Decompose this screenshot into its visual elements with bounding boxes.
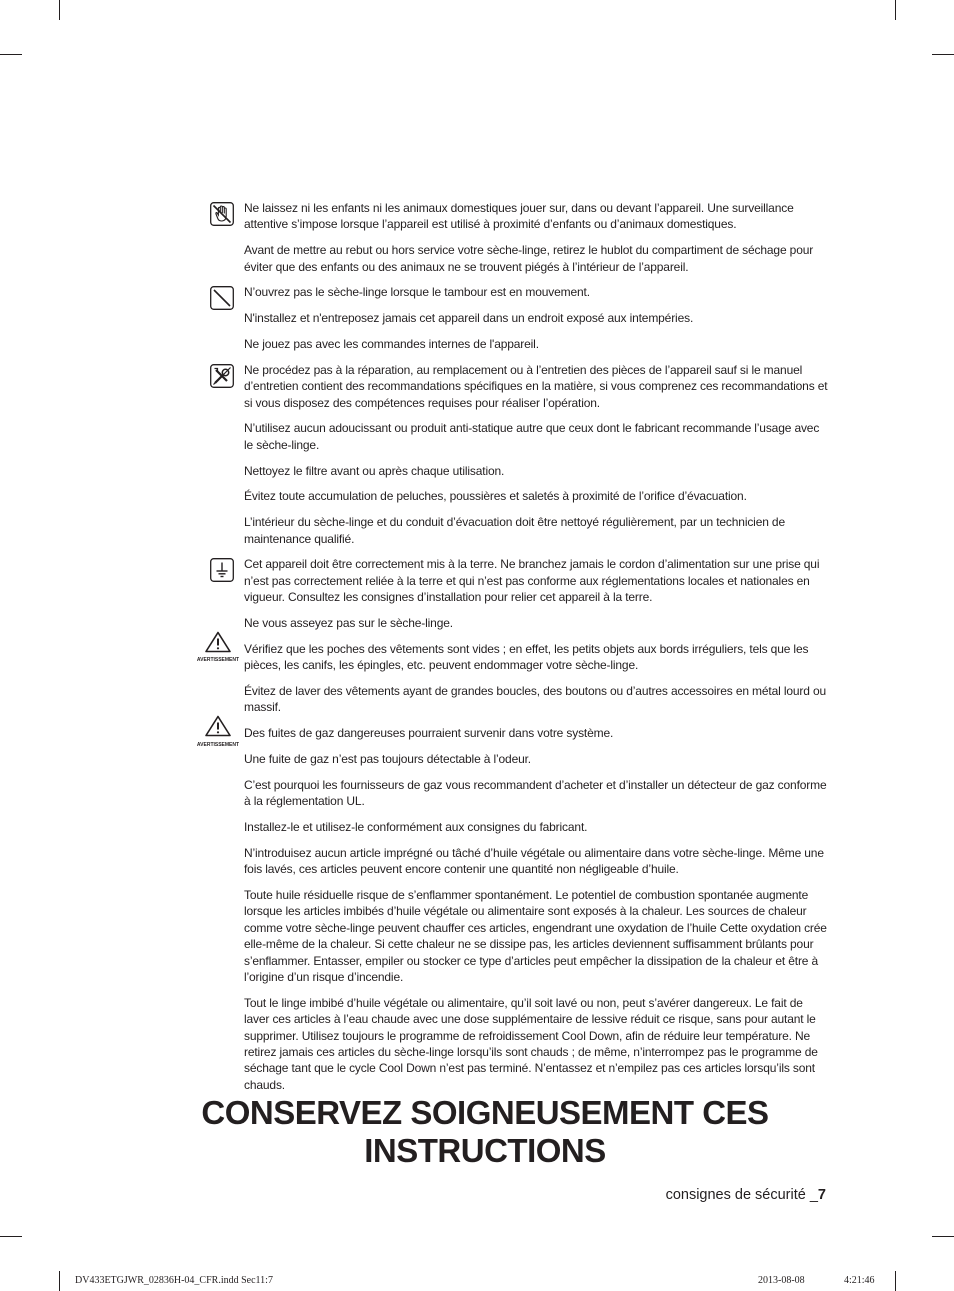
- safety-paragraph: [244, 683, 829, 716]
- safety-paragraph: [244, 615, 829, 631]
- paragraph-text: Ne procédez pas à la réparation, au remplacement ou à l’entretien des pièces de l’appareil sauf si le manuel d’entretien contient des recommandations spécifiques en la matière, si vous comprenez ces recommandations et si vous disposez des compétences requises pour réaliser l’opération.: [244, 362, 828, 410]
- file-slug: DV433ETGJWR_02836H-04_CFR.indd Sec11:7: [75, 1275, 273, 1286]
- paragraph-text: Ne laissez ni les enfants ni les animaux domestiques jouer sur, dans ou devant l’appareil. Une surveillance attentive s’impose lorsque l’appareil est utilisé à proximité d’enfants ou d’animaux domestiques.: [244, 201, 794, 232]
- paragraph-text: Ne vous asseyez pas sur le sèche-linge.: [244, 616, 453, 631]
- tools-prohibited-icon: [210, 364, 234, 388]
- title-line-2: INSTRUCTIONS: [364, 1132, 606, 1169]
- slug-date: 2013-08-08: [758, 1275, 805, 1286]
- paragraph-text: Nettoyez le filtre avant ou après chaque utilisation.: [244, 463, 505, 478]
- crop-mark: [59, 1271, 60, 1291]
- safety-paragraph: [244, 845, 829, 878]
- crop-mark: [932, 1236, 954, 1237]
- slug-time: 4:21:46: [844, 1275, 875, 1286]
- safety-paragraph: [244, 336, 829, 352]
- title-line-1: CONSERVEZ SOIGNEUSEMENT CES: [201, 1094, 769, 1131]
- safety-instructions: [196, 200, 829, 1103]
- safety-paragraph: [244, 200, 829, 233]
- safety-paragraph: [244, 751, 829, 767]
- paragraph-text: N’utilisez aucun adoucissant ou produit anti-statique autre que ceux dont le fabricant recommande l’usage avec le sèche-linge.: [244, 421, 820, 452]
- paragraph-text: Des fuites de gaz dangereuses pourraient survenir dans votre système.: [244, 726, 614, 741]
- safety-paragraph: [244, 887, 829, 985]
- warning-label: AVERTISSEMENT: [196, 657, 240, 664]
- paragraph-text: Toute huile résiduelle risque de s’enflammer spontanément. Le potentiel de combustion spontanée augmente lorsque les articles imbibés d’huile végétale ou alimentaire sont exposés à la chaleur. Les sources de chaleur comme votre sèche-linge peuvent chauffer ces articles, engendrant une oxydation de l’huile Cette oxydation crée elle-même de la chaleur. Si cette chaleur ne se dissipe pas, les articles deviennent suffisamment brûlants pour s’enflammer. Entasser, empiler ou stocker ce type d’articles peut empêcher la dissipation de la chaleur et être à l’origine d’un risque d’incendie.: [244, 888, 827, 985]
- crop-mark: [895, 0, 896, 20]
- safety-paragraph: [244, 556, 829, 605]
- paragraph-text: L’intérieur du sèche-linge et du conduit d’évacuation doit être nettoyé régulièrement, par un technicien de maintenance qualifié.: [244, 515, 785, 546]
- paragraph-text: Une fuite de gaz n’est pas toujours détectable à l’odeur.: [244, 752, 531, 767]
- warning-icon: [194, 715, 242, 749]
- paragraph-text: Vérifiez que les poches des vêtements sont vides ; en effet, les petits objets aux bords irréguliers, tels que les pièces, les canifs, les épingles, etc. peuvent endommager votre sèche-linge.: [244, 641, 809, 673]
- crop-mark: [0, 1236, 22, 1237]
- paragraph-text: Tout le linge imbibé d’huile végétale ou alimentaire, qu’il soit lavé ou non, peut s’avérer dangereux. Le fait de laver ces articles à l’eau chaude avec une dose supplémentaire de lessive réduit ce risque, sans pour autant le supprimer. Utilisez toujours le programme de refroidissement Cool Down, afin de réduire leur température. Ne retirez jamais ces articles du sèche-linge lorsqu’ils sont chauds ; de même, n’interrompez pas le programme de séchage tant que le cycle Cool Down n’est pas terminé. N’entassez et n’empilez pas ces articles lorsqu’ils sont chauds.: [244, 995, 818, 1092]
- crop-mark: [59, 0, 60, 20]
- safety-paragraph: [244, 420, 829, 453]
- safety-paragraph: [244, 242, 829, 275]
- safety-paragraph: [196, 641, 829, 674]
- paragraph-text: Cet appareil doit être correctement mis à la terre. Ne branchez jamais le cordon d’alimentation sur une prise qui n’est pas correctement reliée à la terre et qui n’est pas conforme aux réglementations locales et nationales en vigueur. Consultez les consignes d’installation pour relier cet appareil à la terre.: [244, 557, 820, 605]
- paragraph-text: Évitez de laver des vêtements ayant de grandes boucles, des boutons ou d’autres accessoires en métal lourd ou massif.: [244, 684, 827, 715]
- page-number: 7: [817, 1187, 826, 1203]
- paragraph-text: C’est pourquoi les fournisseurs de gaz vous recommandent d’acheter et d’installer un détecteur de gaz conforme à la réglementation UL.: [244, 777, 827, 809]
- paragraph-text: N’ouvrez pas le sèche-linge lorsque le tambour est en mouvement.: [244, 285, 590, 300]
- paragraph-text: N'installez et n'entreposez jamais cet appareil dans un endroit exposé aux intempéries.: [244, 311, 694, 326]
- safety-paragraph: [196, 725, 829, 748]
- page-footer: [666, 1187, 826, 1203]
- paragraph-text: Installez-le et utilisez-le conformément aux consignes du fabricant.: [244, 820, 588, 835]
- safety-paragraph: [244, 488, 829, 504]
- paragraph-text: Évitez toute accumulation de peluches, poussières et saletés à proximité de l’orifice d’évacuation.: [244, 489, 747, 504]
- safety-paragraph: [244, 284, 829, 300]
- hand-prohibited-icon: [210, 202, 234, 226]
- warning-label: AVERTISSEMENT: [196, 741, 240, 748]
- prohibited-icon: [210, 286, 234, 310]
- safety-paragraph: [244, 995, 829, 1093]
- safety-paragraph: [244, 777, 829, 810]
- paragraph-text: N’introduisez aucun article imprégné ou tâché d’huile végétale ou alimentaire dans votre sèche-linge. Même une fois lavés, ces articles peuvent encore contenir une quantité non négligeable d’huile.: [244, 845, 824, 877]
- ground-icon: [210, 558, 234, 582]
- crop-mark: [0, 54, 22, 55]
- section-label: consignes de sécurité _: [665, 1187, 818, 1203]
- crop-mark: [895, 1271, 896, 1291]
- safety-paragraph: [244, 514, 829, 547]
- paragraph-text: Avant de mettre au rebut ou hors service votre sèche-linge, retirez le hublot du compartiment de séchage pour éviter que des enfants ou des animaux ne se trouvent piégés à l’intérieur de l’appareil.: [244, 243, 814, 274]
- paragraph-text: Ne jouez pas avec les commandes internes de l'appareil.: [244, 337, 539, 351]
- safety-paragraph: [244, 463, 829, 479]
- safety-paragraph: [244, 819, 829, 835]
- page-title: [160, 1094, 810, 1170]
- safety-paragraph: [244, 310, 829, 326]
- safety-paragraph: [244, 362, 829, 411]
- warning-icon: [194, 631, 242, 665]
- crop-mark: [932, 54, 954, 55]
